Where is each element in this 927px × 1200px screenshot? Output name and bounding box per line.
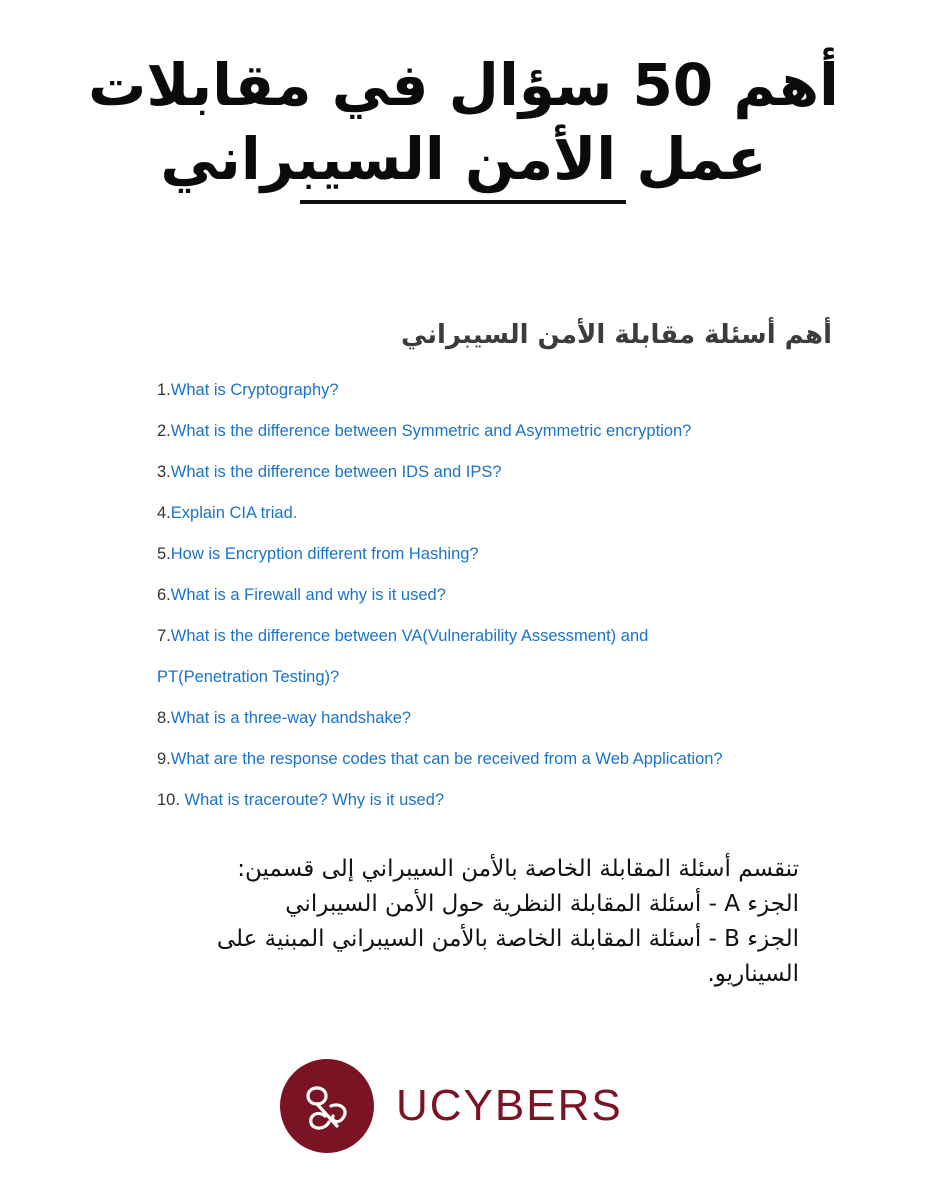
question-list xyxy=(157,378,857,829)
list-item-continuation xyxy=(157,665,857,706)
intro-line-2: الجزء A - أسئلة المقابلة النظرية حول الأمن السيبراني xyxy=(285,891,799,917)
logo-monogram-icon xyxy=(297,1076,357,1136)
question-link[interactable]: Explain CIA triad. xyxy=(170,504,298,522)
list-item xyxy=(157,501,857,542)
title-underline xyxy=(300,200,626,204)
intro-line-1: تنقسم أسئلة المقابلة الخاصة بالأمن السيبراني إلى قسمين: xyxy=(237,856,799,882)
question-number: 9. xyxy=(157,750,171,768)
question-number: 8. xyxy=(157,709,171,727)
list-item xyxy=(157,624,857,665)
question-link[interactable]: What is a three-way handshake? xyxy=(170,709,412,727)
intro-paragraph xyxy=(119,852,799,992)
question-number: 5. xyxy=(157,545,171,563)
question-number: 1. xyxy=(157,381,171,399)
question-link[interactable]: How is Encryption different from Hashing? xyxy=(170,545,479,563)
list-item xyxy=(157,747,857,788)
list-item xyxy=(157,419,857,460)
intro-line-4: السيناريو. xyxy=(707,961,799,987)
title-line-2: عمل الأمن السيبراني xyxy=(160,125,767,193)
list-item xyxy=(157,788,857,829)
question-link[interactable]: What is the difference between VA(Vulnerability Assessment) and xyxy=(170,627,649,645)
title-line-1: أهم 50 سؤال في مقابلات xyxy=(88,51,839,119)
logo-wordmark: UCYBERS xyxy=(396,1081,623,1130)
question-link[interactable]: What is a Firewall and why is it used? xyxy=(170,586,446,604)
list-item xyxy=(157,378,857,419)
question-link[interactable]: What is the difference between IDS and IPS? xyxy=(170,463,502,481)
list-item xyxy=(157,460,857,501)
question-link[interactable]: What is traceroute? Why is it used? xyxy=(184,791,445,809)
question-link[interactable]: What is Cryptography? xyxy=(170,381,339,399)
question-link-continuation[interactable]: PT(Penetration Testing)? xyxy=(157,668,340,686)
logo-mark-icon xyxy=(280,1059,374,1153)
list-item xyxy=(157,542,857,583)
question-number: 2. xyxy=(157,422,171,440)
question-link[interactable]: What are the response codes that can be received from a Web Application? xyxy=(170,750,723,768)
question-number: 4. xyxy=(157,504,171,522)
question-number: 10. xyxy=(157,791,185,809)
section-heading: أهم أسئلة مقابلة الأمن السيبراني xyxy=(400,320,832,350)
page-title xyxy=(60,48,867,196)
intro-line-3: الجزء B - أسئلة المقابلة الخاصة بالأمن السيبراني المبنية على xyxy=(216,926,799,952)
question-number: 6. xyxy=(157,586,171,604)
question-number: 7. xyxy=(157,627,171,645)
brand-logo xyxy=(280,1058,623,1154)
question-number: 3. xyxy=(157,463,171,481)
list-item xyxy=(157,706,857,747)
list-item xyxy=(157,583,857,624)
question-link[interactable]: What is the difference between Symmetric and Asymmetric encryption? xyxy=(170,422,692,440)
